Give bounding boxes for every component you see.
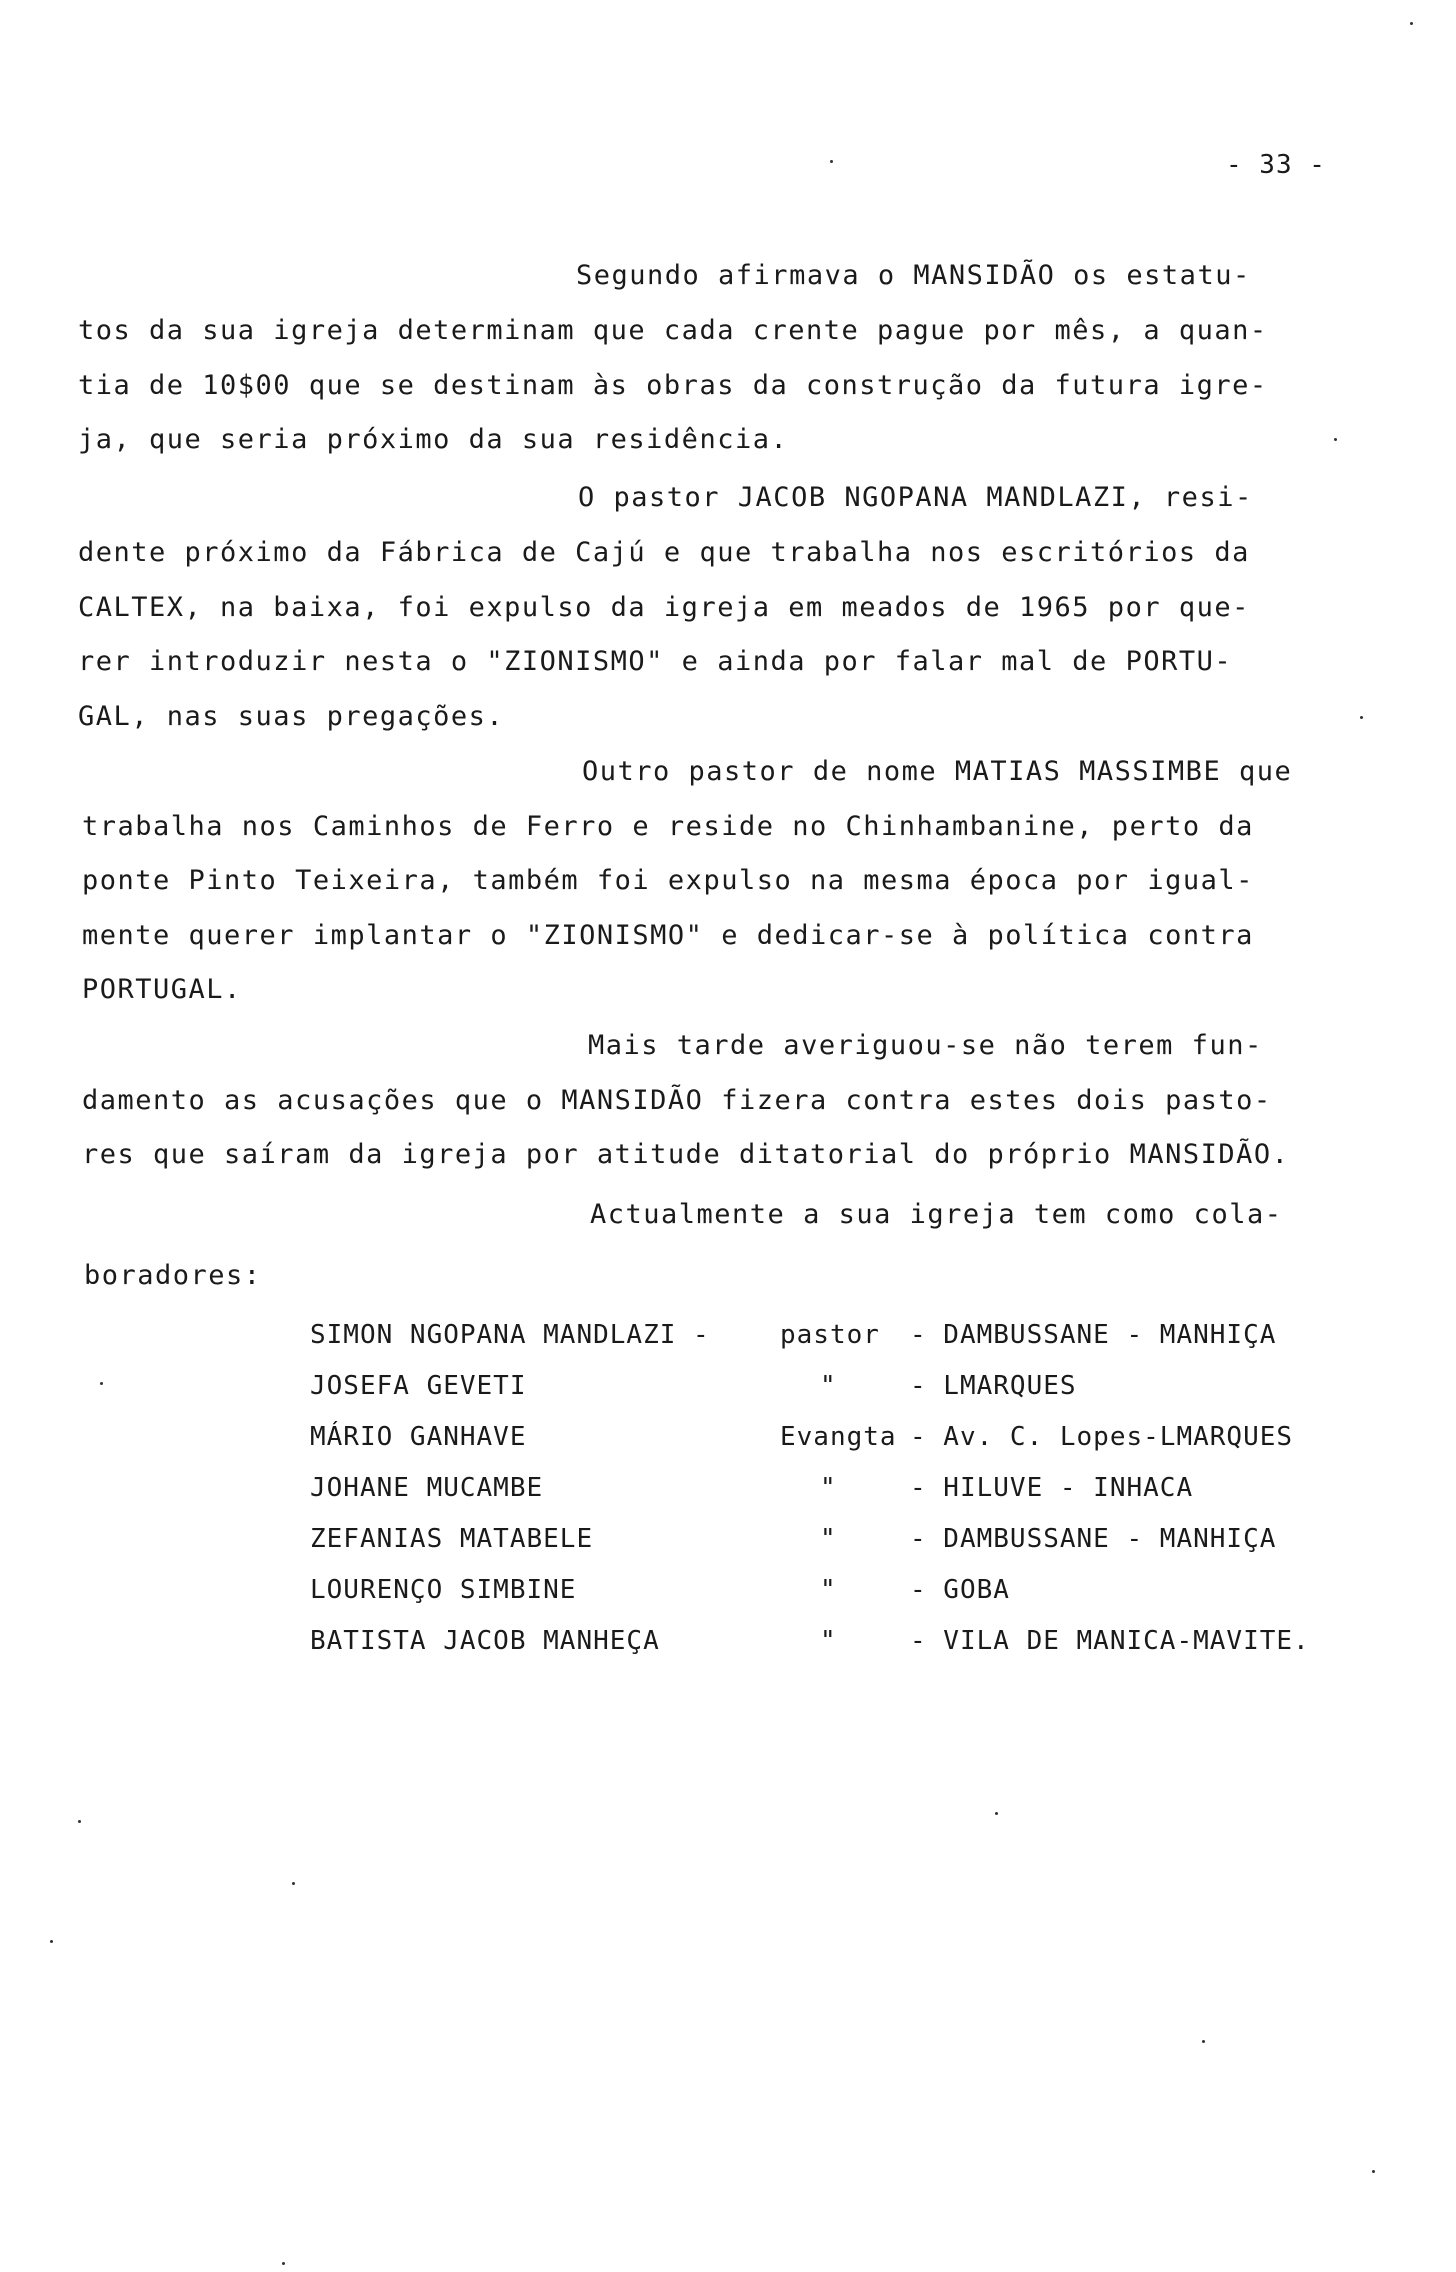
paragraph-3-line-4: mente querer implantar o "ZIONISMO" e dedicar-se à política contra <box>82 920 1254 951</box>
paragraph-1-line-3: tia de 10$00 que se destinam às obras da construção da futura igre- <box>78 370 1268 401</box>
paragraph-5-line-1: Actualmente a sua igreja tem como cola- <box>590 1199 1283 1230</box>
paragraph-4-line-1: Mais tarde averiguou-se não terem fun- <box>588 1030 1263 1061</box>
collaborators-list <box>310 1320 1420 1677</box>
collaborator-role: " <box>820 1524 837 1554</box>
collaborator-location: - GOBA <box>910 1575 1010 1605</box>
paragraph-1-line-1: Segundo afirmava o MANSIDÃO os estatu- <box>576 260 1251 291</box>
collaborator-row <box>310 1371 1420 1422</box>
collaborator-name: BATISTA JACOB MANHEÇA <box>310 1626 660 1656</box>
collaborator-role: " <box>820 1626 837 1656</box>
collaborator-location: - HILUVE - INHACA <box>910 1473 1194 1503</box>
collaborator-row <box>310 1320 1420 1371</box>
collaborator-row <box>310 1524 1420 1575</box>
scan-speck <box>995 1812 998 1815</box>
collaborator-name: ZEFANIAS MATABELE <box>310 1524 594 1554</box>
paragraph-4-line-3: res que saíram da igreja por atitude ditatorial do próprio MANSIDÃO. <box>82 1139 1290 1170</box>
scan-speck <box>282 2262 285 2265</box>
paragraph-3-line-5: PORTUGAL. <box>82 974 242 1005</box>
scan-speck <box>50 1940 53 1943</box>
collaborator-row <box>310 1473 1420 1524</box>
paragraph-3-line-2: trabalha nos Caminhos de Ferro e reside no Chinhambanine, perto da <box>82 811 1254 842</box>
collaborator-name: JOHANE MUCAMBE <box>310 1473 544 1503</box>
collaborator-name: LOURENÇO SIMBINE <box>310 1575 577 1605</box>
scan-speck <box>1410 22 1413 25</box>
paragraph-1-line-4: ja, que seria próximo da sua residência. <box>78 424 789 455</box>
scan-speck <box>1334 438 1337 441</box>
collaborator-location: - LMARQUES <box>910 1371 1077 1401</box>
scan-speck <box>1360 716 1363 719</box>
collaborator-name: JOSEFA GEVETI <box>310 1371 527 1401</box>
collaborator-location: - DAMBUSSANE - MANHIÇA <box>910 1320 1277 1350</box>
paragraph-2-line-4: rer introduzir nesta o "ZIONISMO" e ainda por falar mal de PORTU- <box>78 646 1233 677</box>
collaborator-location: - DAMBUSSANE - MANHIÇA <box>910 1524 1277 1554</box>
paragraph-2-line-5: GAL, nas suas pregações. <box>78 701 505 732</box>
page-number: - 33 - <box>1226 150 1326 180</box>
collaborator-name: MÁRIO GANHAVE <box>310 1422 527 1452</box>
scan-speck <box>292 1882 295 1885</box>
paragraph-3-line-1: Outro pastor de nome MATIAS MASSIMBE que <box>582 756 1293 787</box>
paragraph-2-line-2: dente próximo da Fábrica de Cajú e que trabalha nos escritórios da <box>78 537 1250 568</box>
collaborator-location: - VILA DE MANICA-MAVITE. <box>910 1626 1310 1656</box>
collaborator-role: Evangta <box>780 1422 897 1452</box>
collaborator-role: " <box>820 1473 837 1503</box>
collaborator-location: - Av. C. Lopes-LMARQUES <box>910 1422 1294 1452</box>
scan-speck <box>1202 2040 1205 2043</box>
collaborator-role: " <box>820 1371 837 1401</box>
scan-speck <box>100 1382 103 1385</box>
paragraph-5-line-2: boradores: <box>84 1260 262 1291</box>
scan-speck <box>830 160 833 163</box>
collaborator-role: " <box>820 1575 837 1605</box>
paragraph-2-line-3: CALTEX, na baixa, foi expulso da igreja em meados de 1965 por que- <box>78 592 1250 623</box>
scan-speck <box>1372 2170 1375 2173</box>
collaborator-row <box>310 1626 1420 1677</box>
collaborator-role: pastor <box>780 1320 880 1350</box>
collaborator-row <box>310 1422 1420 1473</box>
paragraph-1-line-2: tos da sua igreja determinam que cada crente pague por mês, a quan- <box>78 315 1268 346</box>
scan-speck <box>78 1820 81 1823</box>
paragraph-3-line-3: ponte Pinto Teixeira, também foi expulso na mesma época por igual- <box>82 865 1254 896</box>
paragraph-2-line-1: O pastor JACOB NGOPANA MANDLAZI, resi- <box>578 482 1253 513</box>
collaborator-name: SIMON NGOPANA MANDLAZI - <box>310 1320 710 1350</box>
paragraph-4-line-2: damento as acusações que o MANSIDÃO fizera contra estes dois pasto- <box>82 1085 1272 1116</box>
collaborator-row <box>310 1575 1420 1626</box>
